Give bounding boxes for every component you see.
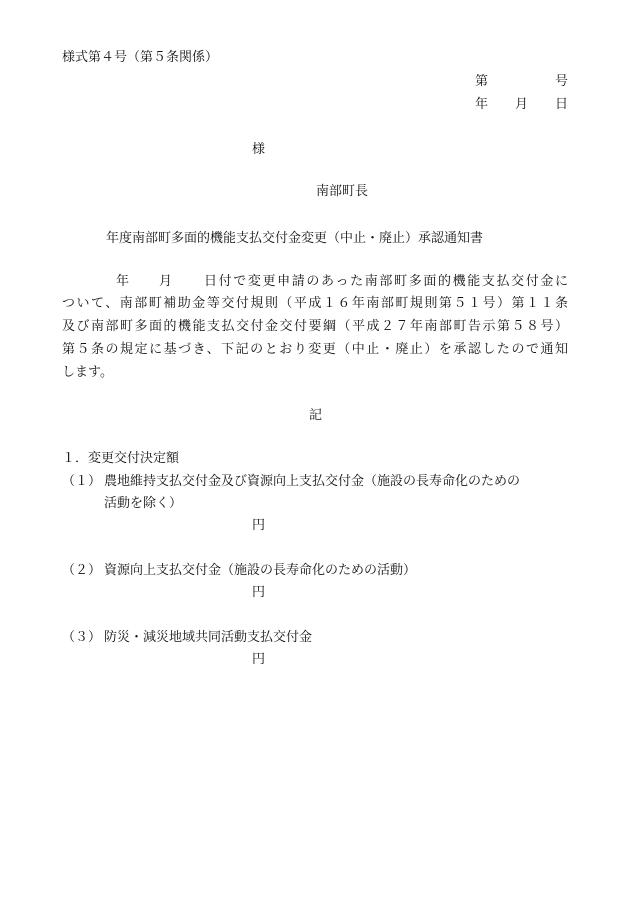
form-number: 様式第４号（第５条関係） [62,50,219,65]
ki-heading: 記 [309,408,323,423]
item-label: 農地維持支払交付金及び資源向上支払交付金（施設の長寿命化のための [104,474,521,489]
item-label: 資源向上支払交付金（施設の長寿命化のための活動） [104,563,417,578]
item-number: （３） [62,630,102,645]
body-line-5: します。 [62,365,113,380]
item-unit: 円 [252,585,266,600]
issuer: 南部町長 [316,184,369,199]
body-line-3: 及び南部町多面的機能支払交付金交付要綱（平成２７年南部町告示第５８号） [62,319,568,334]
date-year: 年 [475,97,489,112]
document-title: 年度南部町多面的機能支払交付金変更（中止・廃止）承認通知書 [106,231,484,246]
document-number-suffix: 号 [555,74,569,89]
document-number-prefix: 第 [475,74,489,89]
body-year: 年 [116,274,130,289]
date-day: 日 [555,97,569,112]
section-heading: １．変更交付決定額 [62,451,180,466]
body-month: 月 [159,274,173,289]
body-line-1: 日付で変更申請のあった南部町多面的機能支払交付金に [204,274,568,289]
addressee-honorific: 様 [252,142,266,157]
body-line-2: ついて、南部町補助金等交付規則（平成１６年南部町規則第５１号）第１１条 [62,296,568,311]
item-unit: 円 [252,652,266,667]
item-number: （２） [62,563,102,578]
body-line-4: 第５条の規定に基づき、下記のとおり変更（中止・廃止）を承認したので通知 [62,342,568,357]
item-unit: 円 [252,518,266,533]
item-label-continued: 活動を除く） [104,496,183,511]
date-month: 月 [515,97,529,112]
item-number: （１） [62,474,102,489]
item-label: 防災・減災地域共同活動支払交付金 [104,630,313,645]
